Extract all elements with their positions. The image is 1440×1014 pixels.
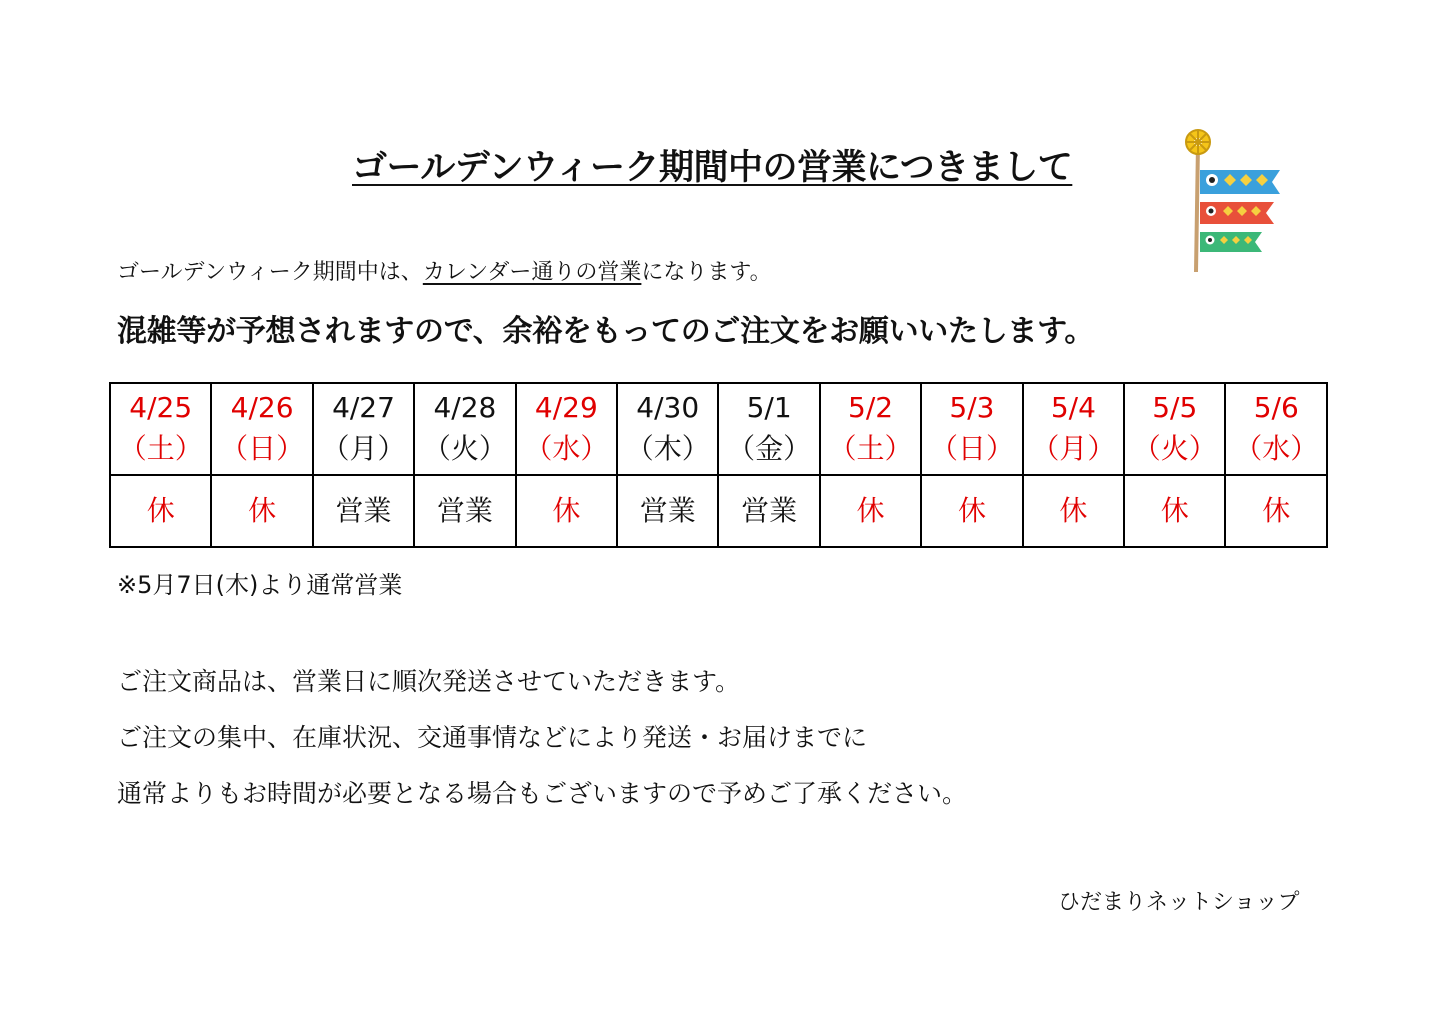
calendar-date-cell [313, 383, 414, 475]
calendar-weekday: （日） [220, 432, 305, 465]
calendar-date: 5/4 [1050, 391, 1096, 425]
page-title: ゴールデンウィーク期間中の営業につきまして [352, 148, 1073, 188]
calendar-weekday: （木） [625, 432, 710, 465]
calendar-date: 4/25 [129, 391, 193, 425]
calendar-status-cell [211, 475, 312, 547]
calendar-date: 5/1 [746, 391, 792, 425]
calendar-status: 営業 [436, 493, 493, 527]
calendar-weekday: （火） [1132, 432, 1217, 465]
calendar-date-row [110, 383, 1327, 475]
calendar-date: 5/6 [1253, 391, 1299, 425]
calendar-status-cell [414, 475, 515, 547]
calendar-status-row [110, 475, 1327, 547]
calendar-status: 営業 [335, 493, 392, 527]
calendar-status: 休 [248, 493, 277, 527]
koinobori-icon [1176, 122, 1291, 277]
calendar-status: 休 [1059, 493, 1088, 527]
calendar-status-cell [617, 475, 718, 547]
resume-note: ※5月7日(木)より通常営業 [117, 571, 403, 599]
calendar-status: 休 [957, 493, 986, 527]
calendar-date-cell [414, 383, 515, 475]
calendar-date: 4/30 [636, 391, 700, 425]
calendar-status-cell [718, 475, 819, 547]
calendar-date: 4/29 [534, 391, 598, 425]
calendar-status-cell [921, 475, 1022, 547]
calendar-date-cell [1225, 383, 1327, 475]
calendar-date: 5/5 [1152, 391, 1198, 425]
calendar-status-cell [313, 475, 414, 547]
calendar-weekday: （火） [422, 432, 507, 465]
calendar-status-cell [1225, 475, 1327, 547]
calendar-status-cell [1023, 475, 1124, 547]
understanding-paragraph: 通常よりもお時間が必要となる場合もございますので予めご了承ください。 [117, 779, 968, 808]
calendar-weekday: （金） [727, 432, 812, 465]
calendar-weekday: （月） [321, 432, 406, 465]
calendar-date-cell [1023, 383, 1124, 475]
calendar-status: 休 [1262, 493, 1291, 527]
calendar-weekday: （水） [1234, 432, 1319, 465]
notice-text: 混雑等が予想されますので、余裕をもってのご注文をお願いいたします。 [117, 314, 1095, 349]
calendar-date-cell [617, 383, 718, 475]
calendar-status: 営業 [639, 493, 696, 527]
calendar-weekday: （月） [1031, 432, 1116, 465]
delay-paragraph: ご注文の集中、在庫状況、交通事情などにより発送・お届けまでに [117, 723, 868, 752]
calendar-date-cell [110, 383, 211, 475]
calendar-status: 休 [856, 493, 885, 527]
calendar-date: 4/28 [433, 391, 497, 425]
shop-name: ひだまりネットショップ [1058, 890, 1300, 915]
calendar-status: 休 [1160, 493, 1189, 527]
calendar-weekday: （土） [828, 432, 913, 465]
calendar-date-cell [516, 383, 617, 475]
intro-underlined: カレンダー通りの営業 [422, 260, 642, 285]
calendar-status: 営業 [741, 493, 798, 527]
calendar-status-cell [110, 475, 211, 547]
calendar-status-cell [516, 475, 617, 547]
intro-before: ゴールデンウィーク期間中は、 [117, 260, 423, 285]
calendar-date: 4/27 [332, 391, 395, 425]
calendar-weekday: （日） [929, 432, 1014, 465]
calendar-status: 休 [146, 493, 175, 527]
calendar-weekday: （水） [524, 432, 609, 465]
calendar-date-cell [1124, 383, 1225, 475]
business-calendar [109, 382, 1328, 548]
calendar-status-cell [1124, 475, 1225, 547]
calendar-date: 4/26 [230, 391, 294, 425]
calendar-date: 5/3 [949, 391, 995, 425]
calendar-status: 休 [552, 493, 581, 527]
calendar-status-cell [820, 475, 921, 547]
calendar-weekday: （土） [118, 432, 203, 465]
intro-text [117, 255, 772, 286]
calendar-date: 5/2 [848, 391, 894, 425]
calendar-date-cell [921, 383, 1022, 475]
calendar-date-cell [718, 383, 819, 475]
intro-after: になります。 [641, 260, 772, 285]
calendar-date-cell [820, 383, 921, 475]
shipping-paragraph: ご注文商品は、営業日に順次発送させていただきます。 [117, 667, 741, 696]
calendar-date-cell [211, 383, 312, 475]
